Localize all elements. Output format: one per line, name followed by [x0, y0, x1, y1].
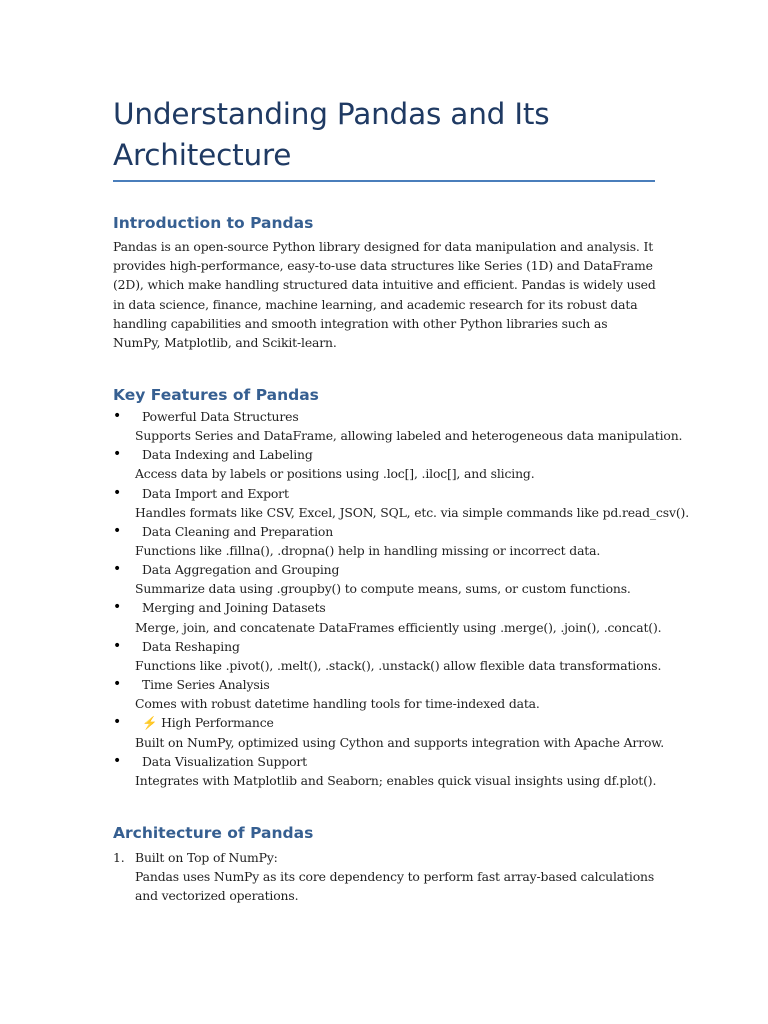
feature-description: Handles formats like CSV, Excel, JSON, SQL, etc. via simple commands like pd.read_csv().	[135, 504, 689, 520]
list-item	[113, 407, 683, 445]
list-item	[113, 522, 657, 560]
feature-name: ⚡ High Performance	[142, 715, 274, 731]
bullet-icon: •	[113, 408, 122, 424]
title-underline-divider	[113, 180, 655, 182]
bullet-icon: •	[113, 446, 122, 463]
feature-name: Time Series Analysis	[142, 677, 270, 693]
intro-heading: Introduction to Pandas	[113, 214, 314, 232]
architecture-heading: Architecture of Pandas	[113, 824, 314, 842]
feature-description: Supports Series and DataFrame, allowing labeled and heterogeneous data manipulation.	[135, 428, 683, 444]
architecture-item-name: Built on Top of NumPy:	[135, 850, 278, 865]
list-item	[113, 752, 657, 790]
bullet-icon: •	[113, 484, 122, 501]
list-item	[113, 560, 657, 598]
feature-name: Data Indexing and Labeling	[142, 447, 313, 463]
feature-description: Built on NumPy, optimized using Cython and supports integration with Apache Arrow.	[135, 734, 665, 750]
feature-name: Data Cleaning and Preparation	[142, 523, 334, 539]
bullet-icon: •	[113, 676, 122, 693]
list-item	[113, 637, 662, 675]
list-item	[113, 848, 657, 906]
bullet-icon: •	[113, 637, 122, 654]
feature-name: Data Aggregation and Grouping	[142, 562, 340, 578]
feature-description: Access data by labels or positions using .loc[], .iloc[], and slicing.	[135, 466, 535, 482]
bullet-icon: •	[113, 599, 122, 616]
feature-description: Comes with robust datetime handling tools for time-indexed data.	[135, 696, 540, 712]
list-item	[113, 484, 689, 522]
list-item	[113, 445, 657, 483]
feature-description: Functions like .pivot(), .melt(), .stack(), .unstack() allow flexible data transformations.	[135, 657, 662, 673]
bullet-icon: •	[113, 714, 122, 731]
list-item	[113, 675, 657, 713]
architecture-item-description: Pandas uses NumPy as its core dependency to perform fast array-based calculations and vectorized operations.	[135, 869, 655, 904]
list-item	[113, 713, 665, 751]
bullet-icon: •	[113, 522, 122, 539]
feature-name: Merging and Joining Datasets	[142, 600, 326, 616]
feature-description: Functions like .fillna(), .dropna() help in handling missing or incorrect data.	[135, 543, 601, 559]
feature-name: Data Import and Export	[142, 485, 289, 501]
feature-name: Data Visualization Support	[142, 753, 308, 769]
feature-description: Integrates with Matplotlib and Seaborn; enables quick visual insights using df.plot().	[135, 772, 657, 788]
document-title: Understanding Pandas and Its Architecture	[113, 97, 550, 172]
architecture-list	[113, 848, 657, 906]
feature-name: Powerful Data Structures	[142, 409, 299, 424]
feature-name: Data Reshaping	[142, 638, 240, 654]
intro-paragraph: Pandas is an open-source Python library designed for data manipulation and analysis. It provides high-performance, easy-to-use data structures like Series (1D) and DataFrame (2D), which make handling structured data intuitive and efficient. Pandas is widely used in data science, finance, machine learning, and academic research for its robust data handling capabilities and smooth integration with other Python libraries such as NumPy, Matplotlib, and Scikit-learn.	[113, 239, 656, 351]
features-heading: Key Features of Pandas	[113, 386, 319, 404]
feature-description: Merge, join, and concatenate DataFrames efficiently using .merge(), .join(), .concat().	[135, 619, 662, 635]
bullet-icon: •	[113, 752, 122, 769]
list-number: 1.	[113, 850, 125, 865]
features-list	[113, 407, 689, 790]
bullet-icon: •	[113, 561, 122, 578]
list-item	[113, 598, 662, 636]
feature-description: Summarize data using .groupby() to compute means, sums, or custom functions.	[135, 581, 631, 597]
